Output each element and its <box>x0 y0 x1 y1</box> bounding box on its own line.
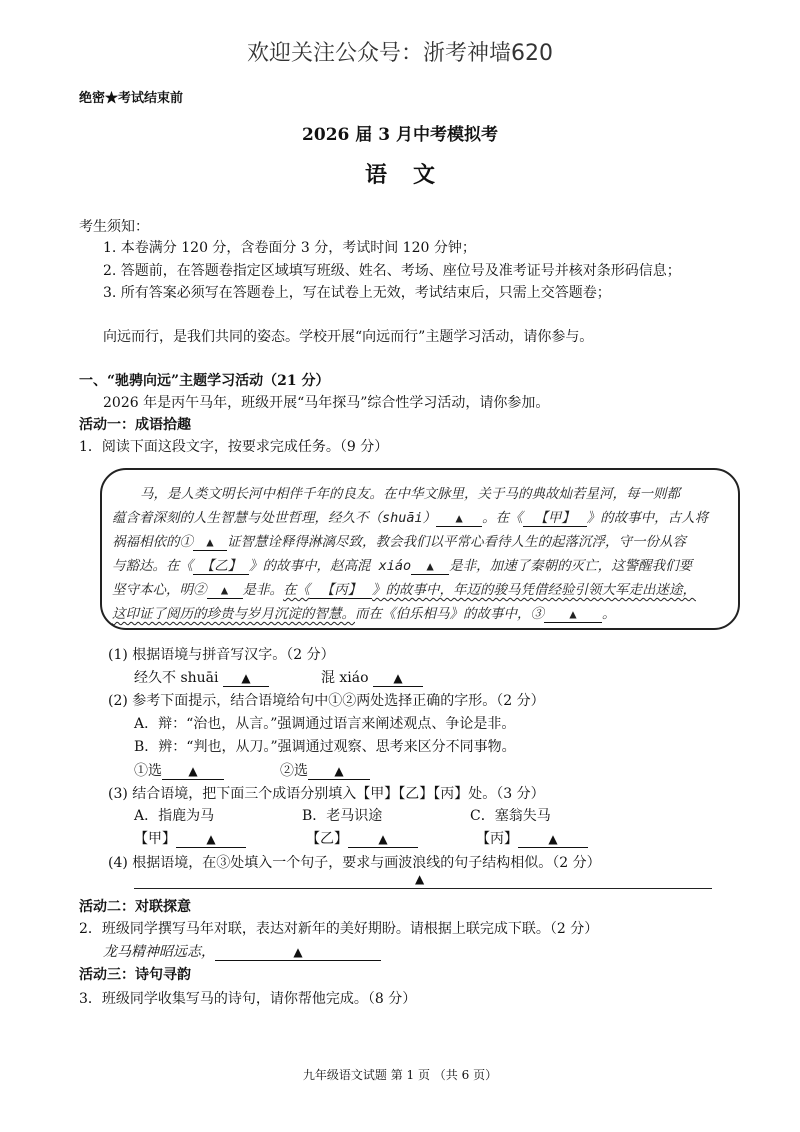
passage-line-3: 祸福相依的① ▲ 证智慧诠释得淋漓尽致，教会我们以平常心看待人生的起落沉浮，守一份从容 <box>112 534 686 550</box>
blank-bing: 【丙】 <box>310 578 372 599</box>
subq2-option-b: B．辨：“判也，从刀。”强调通过观察、思考来区分不同事物。 <box>134 739 516 755</box>
subquestion-2: (2) 参考下面提示，结合语境给句中①②两处选择正确的字形。（2 分） <box>108 693 545 709</box>
passage-text: 马，是人类文明长河中相伴千年的良友。在中华文脉里，关于马的典故灿若星河，每一则都 <box>140 486 680 502</box>
subquestion-3: (3) 结合语境，把下面三个成语分别填入【甲】【乙】【丙】处。（3 分） <box>108 786 545 802</box>
notice-item-3: 3. 所有答案必须写在答题卷上，写在试卷上无效，考试结束后，只需上交答题卷； <box>103 285 611 301</box>
blank-xiao: ▲ <box>411 558 449 575</box>
couplet-row: 龙马精神昭远志， ▲ <box>103 941 381 961</box>
blank-yi: 【乙】 <box>193 554 249 575</box>
activity2-heading: 活动二：对联探意 <box>79 899 191 915</box>
passage-line-6: 这印证了阅历的珍贵与岁月沉淀的智慧。而在《伯乐相马》的故事中，③ ▲ 。 <box>112 606 616 622</box>
subq3-option-c: C．塞翁失马 <box>470 808 551 824</box>
answer-blank-1: ▲ <box>162 763 224 780</box>
subq4-answer-line <box>134 888 712 889</box>
subq3-answer-yi: 【乙】 ▲ <box>306 828 418 848</box>
subject-title: 语文 <box>364 162 461 188</box>
section1-heading: 一、“驰骋向远”主题学习活动（21 分） <box>79 373 330 389</box>
subquestion-4: (4) 根据语境，在③处填入一个句子，要求与画波浪线的句子结构相似。（2 分） <box>108 855 601 871</box>
subq3-answer-bing: 【丙】 ▲ <box>476 828 588 848</box>
notice-item-2: 2. 答题前，在答题卷指定区域填写班级、姓名、考场、座位号及准考证号并核对条形码信息； <box>103 263 681 279</box>
blank-jia: 【甲】 <box>523 506 587 527</box>
page-footer: 九年级语文试题 第 1 页 （共 6 页） <box>302 1068 498 1082</box>
answer-blank-shuai: ▲ <box>223 670 269 687</box>
blank-shuai: ▲ <box>436 510 482 527</box>
wavy-sentence-b: 这印证了阅历的珍贵与岁月沉淀的智慧。 <box>112 606 355 622</box>
subq3-answer-jia: 【甲】 ▲ <box>134 828 246 848</box>
subq2-answer-row: ①选 ▲ ②选 ▲ <box>134 760 370 780</box>
subq2-option-a: A．辩：“治也，从言。”强调通过语言来阐述观点、争论是非。 <box>134 716 516 732</box>
answer-blank-xiao: ▲ <box>373 670 423 687</box>
question3-prompt: 3．班级同学收集写马的诗句，请你帮他完成。（8 分） <box>79 991 417 1007</box>
couplet-answer-blank: ▲ <box>215 944 381 961</box>
wavy-sentence-a: 在《 【丙】 》的故事中，年迈的骏马凭借经验引领大军走出迷途， <box>283 582 696 598</box>
intro-text: 向远而行，是我们共同的姿态。学校开展“向远而行”主题学习活动，请你参与。 <box>103 329 594 345</box>
notice-heading: 考生须知： <box>79 219 149 235</box>
activity3-heading: 活动三：诗句寻韵 <box>79 967 191 983</box>
activity1-heading: 活动一：成语拾趣 <box>79 417 191 433</box>
subq1-answer-row: 经久不 shuāi ▲ 混 xiáo ▲ <box>134 667 423 687</box>
confidential-label: 绝密★考试结束前 <box>79 91 184 106</box>
subquestion-1: (1) 根据语境与拼音写汉字。（2 分） <box>108 647 335 663</box>
notice-item-1: 1. 本卷满分 120 分，含卷面分 3 分，考试时间 120 分钟； <box>103 240 476 256</box>
answer-blank-2: ▲ <box>308 763 370 780</box>
passage-line-5: 坚守本心，明② ▲ 是非。在《 【丙】 》的故事中，年迈的骏马凭借经验引领大军走出迷途， <box>112 578 696 599</box>
passage-line-4: 与豁达。在《 【乙】 》的故事中，赵高混 xiáo ▲ 是非，加速了秦朝的灭亡，这警醒我们要 <box>112 554 692 575</box>
question1-prompt: 1．阅读下面这段文字，按要求完成任务。（9 分） <box>79 439 389 455</box>
blank-1: ▲ <box>193 534 227 551</box>
blank-2: ▲ <box>207 582 243 599</box>
subq3-option-b: B．老马识途 <box>302 808 383 824</box>
subq3-option-a: A．指鹿为马 <box>134 808 215 824</box>
passage-line-2: 蕴含着深刻的人生智慧与处世哲理，经久不（shuāi） ▲ 。在《 【甲】 》的故事中，古人将 <box>112 506 708 527</box>
question2-prompt: 2．班级同学撰写马年对联，表达对新年的美好期盼。请根据上联完成下联。（2 分） <box>79 921 599 937</box>
subq4-answer-mark: ▲ <box>415 872 425 886</box>
exam-title: 2026 届 3 月中考模拟考 <box>302 125 498 145</box>
blank-3: ▲ <box>544 606 602 623</box>
section1-intro: 2026 年是丙午马年，班级开展“马年探马”综合性学习活动，请你参加。 <box>103 395 550 411</box>
passage-line-1 <box>140 482 680 502</box>
watermark-banner: 欢迎关注公众号：浙考神墙620 <box>247 41 553 66</box>
